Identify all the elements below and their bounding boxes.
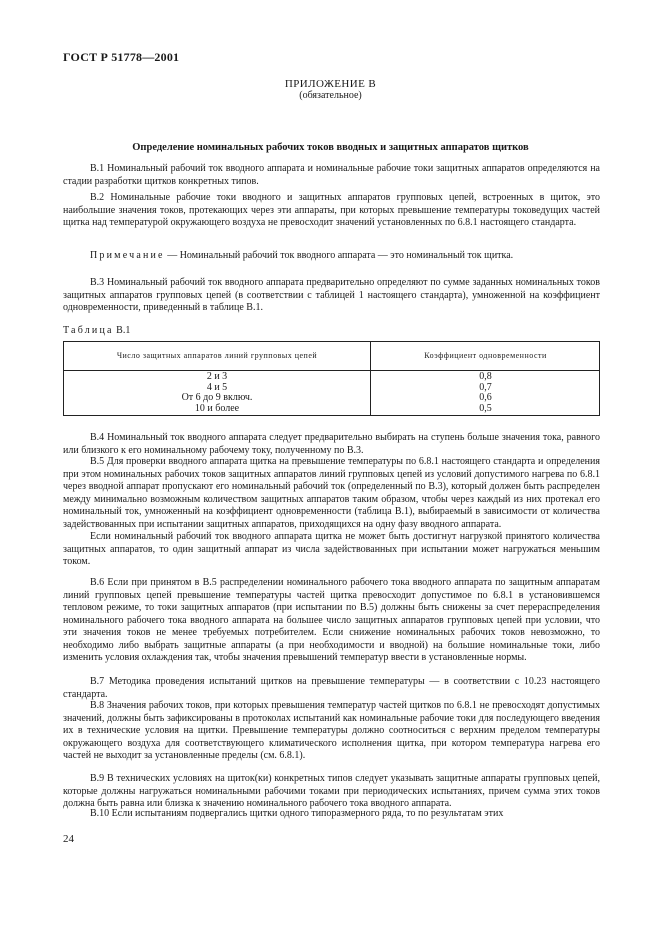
table-caption	[63, 325, 130, 336]
table-header-divider	[64, 370, 599, 371]
table-cell: 0,7	[479, 381, 492, 393]
table-cell: 10 и более	[194, 402, 240, 414]
paragraph-b10	[63, 808, 600, 821]
appendix-heading: Определение номинальных рабочих токов вводных и защитных аппаратов щитков	[132, 142, 529, 153]
table-cell: От 6 до 9 включ.	[181, 392, 253, 403]
paragraph-b7	[63, 676, 600, 701]
table-header-coefficient: Коэффициент одновременности	[424, 351, 547, 360]
table-caption-word: Таблица	[63, 325, 114, 336]
table-cell: 2 и 3	[206, 371, 228, 382]
paragraph-b6-text: В.6 Если при принятом в В.5 распределении номинального рабочего тока вводного аппарата по защитным аппаратам линий групповых цепей превышение температуры частей щитка превосходит допустимое по 6.8.1 в установившемся тепловом режиме, то токи защитных аппаратов (при испытании по В.5) должны быть снижены за счет перераспределения номинального рабочего тока вводного аппарата на большее число защитных аппаратов групповых цепей при условии, что эти значения токов не менее требуемых потребителем. Если снижение номинальных рабочих токов невозможно, то необходимо либо выбрать защитные аппараты (а при необходимости и вводной) на большие номинальные токи, либо изменить условия охлаждения так, чтобы значения превышений температур ввести в установленные нормы.	[63, 577, 600, 663]
paragraph-b1-text: В.1 Номинальный рабочий ток вводного аппарата и номинальные рабочие токи защитных аппаратов определяются на стадии разработки щитков конкретных типов.	[63, 163, 600, 187]
paragraph-b5-continuation: Если номинальный рабочий ток вводного аппарата щитка не может быть достигнут нагрузкой принятого количества защитных аппаратов, то один защитный аппарат из числа задействованных при испытании может нагружаться меньшим током.	[63, 531, 600, 567]
paragraph-b4-text: В.4 Номинальный ток вводного аппарата следует предварительно выбирать на ступень больше значения тока, равного или близкого к его номинальному рабочему току, полученному по В.3.	[63, 432, 600, 456]
paragraph-b10-text: В.10 Если испытаниям подвергались щитки одного типоразмерного ряда, то по результатам этих	[90, 808, 504, 819]
coefficient-table	[63, 341, 600, 416]
table-cell: 0,5	[479, 402, 492, 414]
table-cell: 0,6	[479, 392, 492, 403]
paragraph-b9-text: В.9 В технических условиях на щиток(ки) конкретных типов следует указывать защитные аппараты групповых цепей, которые должны нагружаться номинальными рабочими токами при периодических испытаниях, причем сумма этих токов должна быть равна или близка к значению номинального рабочего тока вводного аппарата.	[63, 773, 600, 809]
table-caption-number: В.1	[113, 325, 131, 336]
table-cell: 0,8	[479, 371, 492, 382]
standard-number: ГОСТ Р 51778—2001	[63, 50, 180, 64]
paragraph-b9	[63, 773, 600, 811]
paragraph-b5-text: В.5 Для проверки вводного аппарата щитка на превышение температуры по 6.8.1 настоящего стандарта и определения при этом номинальных рабочих токов защитных аппаратов линий групповых цепей из условий допустимого нагрева по 6.8.1 через вводной аппарат пропускают его номинальный рабочий ток (определенный по В.3), который должен быть распределен между минимально возможным количеством защитных аппаратов таким образом, чтобы через каждый из них протекал его номинальный ток, умноженный на коэффициент одновременности (таблица В.1), выбираемый в зависимости от количества задействованных при испытании защитных аппаратов, приходящихся на одну фазу вводного аппарата.	[63, 456, 600, 530]
paragraph-b3	[63, 277, 600, 315]
paragraph-b2	[63, 192, 600, 230]
page-number: 24	[63, 833, 74, 845]
paragraph-b1	[63, 163, 600, 188]
paragraph-b7-text: В.7 Методика проведения испытаний щитков на превышение температуры — в соответствии с 10.23 настоящего стандарта.	[63, 676, 600, 700]
paragraph-b8	[63, 700, 600, 763]
table-cell: 4 и 5	[206, 381, 228, 393]
note	[90, 250, 600, 263]
appendix-status: (обязательное)	[299, 90, 362, 101]
paragraph-b6	[63, 577, 600, 665]
paragraph-b8-text: В.8 Значения рабочих токов, при которых превышения температур частей щитков по 6.8.1 не превосходят допустимых значений, должны быть зафиксированы в протоколах испытаний как номинальные рабочие токи для последующего введения их в технические условия на щитки. Превышение температуры должно соотноситься с верхним пределом температуры окружающего воздуха для соответствующего климатического исполнения щитка, при котором температура нагрева его частей не выходит за установленные пределы (см. 6.8.1).	[63, 700, 600, 761]
paragraph-b5	[63, 456, 600, 569]
note-label: Примечание	[90, 250, 165, 261]
paragraph-b4	[63, 432, 600, 457]
table-header-count: Число защитных аппаратов линий групповых цепей	[116, 351, 318, 360]
appendix-title: ПРИЛОЖЕНИЕ В	[284, 78, 377, 90]
paragraph-b2-text: В.2 Номинальные рабочие токи вводного и защитных аппаратов групповых цепей, встроенных в щиток, это наибольшие значения токов, протекающих через эти аппараты, при которых превышение температуры токоведущих частей щитка над температурой окружающего воздуха не превосходит значений установленных по 6.8.1 настоящего стандарта.	[63, 192, 600, 228]
note-text: — Номинальный рабочий ток вводного аппарата — это номинальный ток щитка.	[164, 250, 514, 261]
paragraph-b3-text: В.3 Номинальный рабочий ток вводного аппарата предварительно определяют по сумме заданных номинальных токов защитных аппаратов групповых цепей (в соответствии с таблицей 1 настоящего стандарта), умноженной на коэффициент одновременности, приведенный в таблице В.1.	[63, 277, 600, 313]
